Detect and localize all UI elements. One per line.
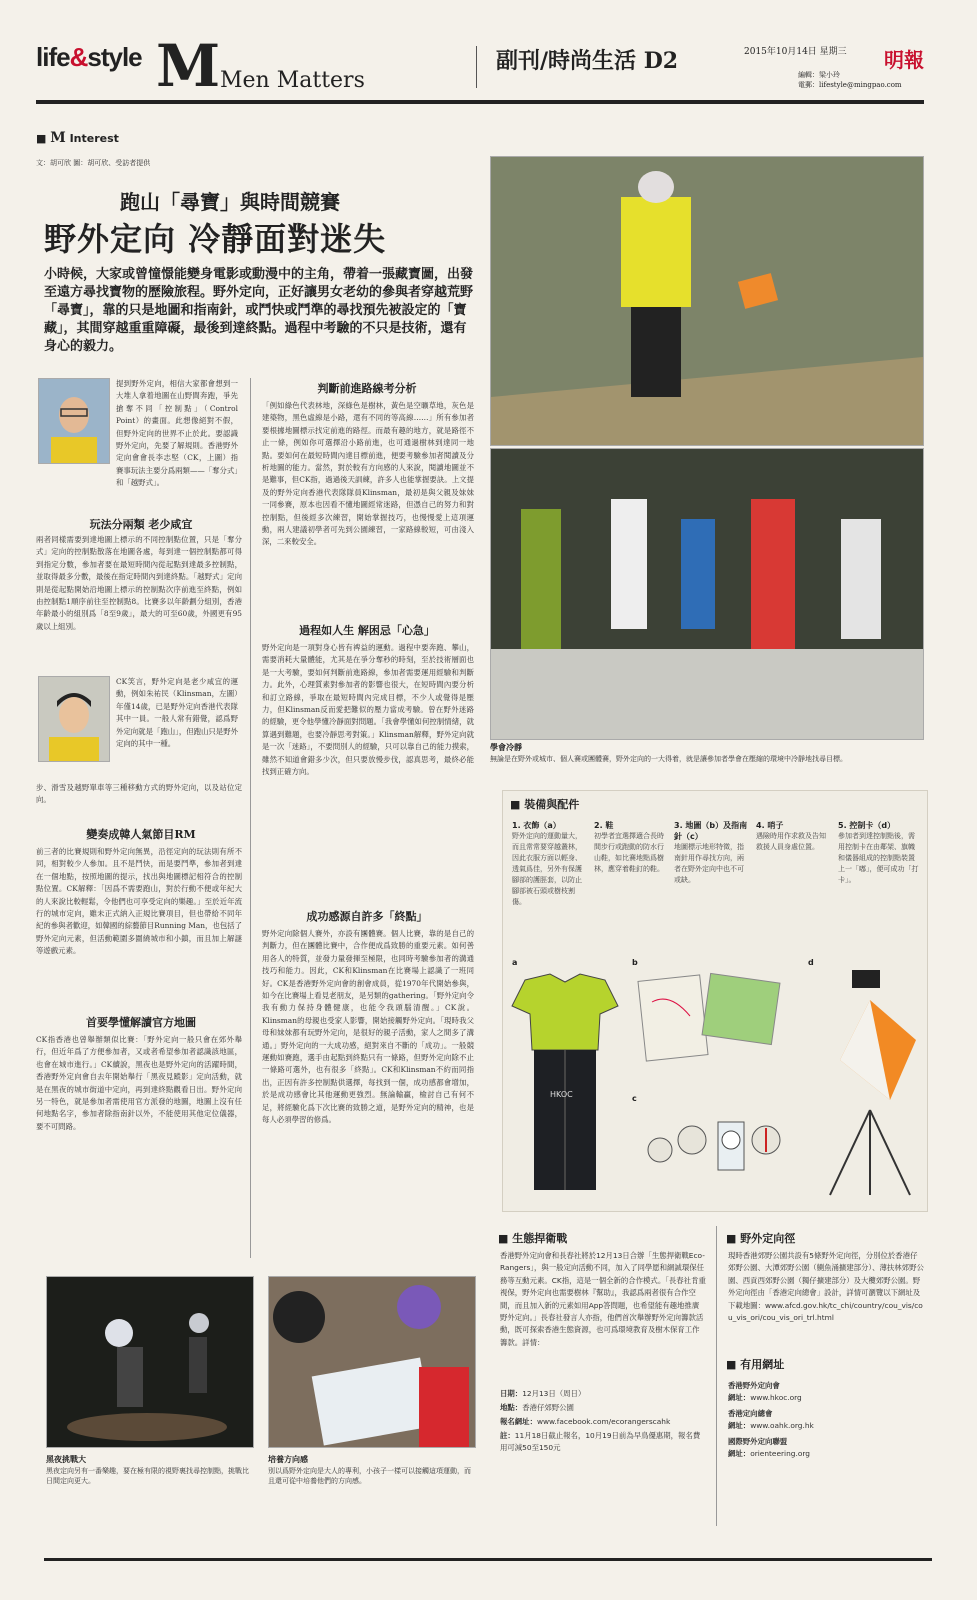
equipment-title: ■ 裝備與配件 <box>510 798 580 811</box>
article-headline: 野外定向 冷靜面對迷失 <box>44 220 387 258</box>
col1-paragraph-b: 兩者同樣需要到達地圖上標示的不同控制點位置，只是「奪分式」定向的控制點散落在地圖各處，每到達一個控制點都可得到指定分數，參加者要在最短時間內從起點到達最多控制點，並取得最多分數，最後在指定時間內到達終點。「越野式」定向則是從起點開始沿地圖上標示的控制點次序前進至終點，例如由控制點1順序前往至控制點8。比賽多以年齡劃分組別，香港年齡最小的組別爲「8至9歲」，最大的可至60歲，外國更有95歲以上組別。 <box>36 535 242 631</box>
jersey-icon <box>510 970 620 1200</box>
klinsman-portrait-photo <box>38 676 110 762</box>
link-iof[interactable]: 國際野外定向聯盟 網址：orienteering.org <box>728 1437 810 1459</box>
ck-portrait-art <box>39 379 109 463</box>
kids-photo-art <box>269 1277 475 1447</box>
eco-note: 註：11月18日截止報名，10月19日前為早鳥優惠期，報名費用可減50至150元 <box>500 1431 701 1453</box>
control-flag-icon <box>810 960 920 1200</box>
city-orienteering-photo <box>490 448 924 740</box>
night-caption-title: 黑夜挑戰大 <box>46 1455 86 1464</box>
col1-paragraph-f: CK指香港也曾舉辦類似比賽：「野外定向一般只會在郊外舉行，但近年爲了方便參加者，又或者希望參加者認識該地區，也會在城市進行。」CK續說，黑夜也是野外定向的活躍時間，香港野外定向會自去年開始舉行「黑夜見蹤影」定向活動，就是在黑夜的城市街道中定向，再到達終點觀看日出。野外定向另一特色，就是參加者需使用官方派發的地圖，地圖上沒有任何地點名字，參加者除指南針以外，不能使用其他定位儀器，要不可問路。 <box>36 1035 242 1131</box>
col1-paragraph-a: 提到野外定向，相信大家都會想到一大堆人拿着地圖在山野間奔跑，爭先搶奪不同「控制點」（Control Point）的畫面。此想像絕對不假，但野外定向的世界不止於此。要認識野外定向，先要了解規則。香港野外定向會會長李志堅（CK，上圖）指賽事玩法主要分爲兩類——「奪分式」和「越野式」。 <box>116 379 238 488</box>
section-tag: ■ M Interest <box>36 130 119 146</box>
links-title: ■ 有用網址 <box>726 1358 785 1371</box>
col1-subhead-1: 玩法分兩類 老少咸宜 <box>89 518 193 531</box>
klinsman-portrait-art <box>39 677 109 761</box>
link-oahk[interactable]: 香港定向總會 網址：www.oahk.org.hk <box>728 1409 814 1431</box>
eco-date: 日期：12月13日（周日） <box>500 1389 586 1398</box>
life-style-logo: life&style <box>36 42 142 72</box>
col1-paragraph-c: CK笑言，野外定向是老少咸宜的運動，例如朱祐民（Klinsman，左圖）年僅14歲，已是野外定向香港代表隊其中一員。一般人常有錯覺，認爲野外定向就是「跑山」，但跑山只是野外定向的其中一種。 <box>116 677 238 749</box>
label-a: a <box>512 958 518 967</box>
equipment-item-2: 2. 鞋 初學者宜選擇適合長時間步行或跑動的防水行山鞋，如比賽地點爲樹林，應穿着鞋釘的鞋。 <box>594 821 664 873</box>
equipment-item-1: 1. 衣飾（a） 野外定向的運動量大，而且常常要穿越叢林，因此衣服方面以輕身、透氣爲佳，另外有保護腳部的護脛套，以防止腳部被石頭或樹枝割傷。 <box>512 821 582 906</box>
compass-photo <box>640 1100 790 1180</box>
ck-portrait-photo <box>38 378 110 464</box>
col2-paragraph-c: 野外定向除個人賽外，亦設有團體賽。個人比賽，靠的是自己的判斷力，但在團體比賽中，合作便成爲致勝的重要元素。如何善用各人的特質，並發力量發揮至極限，也同時考驗參加者的溝通技巧和能力。因此，CK和Klinsman在比賽場上認識了一班同好。CK是香港野外定向會的創會成員，從1970年代開始參與，如今在比賽場上看見老朋友，是另類的gathering。「野外定向令我有動力保持身體健康，也能令我頭腦清醒。」CK說。Klinsman的母親也受家人影響，開始接觸野外定向。「現時我父母和妹妹都有玩野外定向，是很好的親子活動，家人之間多了溝通。」野外定向的一大成功感，絕對來自不斷的「成功」。一般競運動如賽跑，選手由起點到終點只有一條路，但野外定向除不止一條路可選外，也有很多「終點」。CK和Klinsman不約而同指出，正因有許多控制點供選擇，每找到一個，成功感都會增加，於是成功感會比其他運動更強烈。無論輸贏，檢討自己有何不足，將經驗化爲下次比賽的致勝之道，是野外定向的精神，也是每人必須學習的修爲。 <box>262 929 474 1125</box>
info-divider <box>716 1226 717 1526</box>
trail-text: 現時香港郊野公園共設有5條野外定向徑，分別位於香港仔郊野公園、大潭郊野公園（鰂魚涌擴建部分）、薄扶林郊野公園、西貢西郊野公園（獨仔擴建部分）及大欖郊野公園。野外定向徑由「香港定向總會」設計，詳情可瀏覽以下網址及下載地圖：www.afcd.gov.hk/tc_chi/country/cou_vis/cou_vis_ori/cou_vis_ori_trl.html <box>728 1251 924 1323</box>
kids-caption-title: 培養方向感 <box>268 1455 308 1464</box>
equipment-item-4: 4. 哨子 遇險時用作求救及告知救援人員身處位置。 <box>756 821 826 851</box>
bottom-rule <box>44 1558 932 1561</box>
eco-website: 報名網址：www.facebook.com/ecorangerscahk <box>500 1417 671 1426</box>
col2-paragraph-a: 「例如綠色代表林地，深綠色是樹林，黃色是空曠草地，灰色是建築物，黑色虛線是小路，還有不同的等高線……」所有參加者要根據地圖標示找定前進的路徑。而最有趣的地方，就是路徑不止一條，例如你可選擇沿小路前進，也可通過樹林到達同一地點。要如何在最短時間內達目標前進，便要考驗參加者閱讀及分析地圖的能力。當然，對於較有方向感的人來說，閱讀地圖並不是難事，但CK指，過過後天訓練，許多人也能掌握要訣。上文提及的野外定向香港代表隊隊員Klinsman，最初是與父親及妹妹一同參賽，原本也因看不懂地圖經常迷路，但憑自己的努力和對控制點，但後經多次練習，開始掌握技巧，也慢慢愛上這項運動，兩人建議初學者可先到公園練習，一家路線較短，可由淺入深，二來較安全。 <box>262 401 474 547</box>
section-name: 副刊/時尚生活 D2 <box>496 48 679 74</box>
eco-place: 地點：香港仔郊野公園 <box>500 1403 574 1412</box>
col1-subhead-3: 首要學懂解讀官方地圖 <box>86 1016 196 1029</box>
equipment-item-5: 5. 控制卡（d） 參加者到達控制點後，需用控制卡在由鄰架、旗幟和儀器組成的控制點裝置上一「嘟」，便可成功「打卡」。 <box>838 821 919 884</box>
equipment-item-3: 3. 地圖（b）及指南針（c） 地圖標示地形特徵，指南針用作尋找方向，兩者在野外定向中也不可或缺。 <box>674 821 748 884</box>
forest-runner-photo <box>490 156 924 446</box>
masthead-divider <box>476 46 477 88</box>
forest-photo-art <box>491 157 923 445</box>
label-c: c <box>632 1094 637 1103</box>
orienteering-map-icon <box>640 972 780 1064</box>
col2-paragraph-b: 野外定向是一項對身心皆有裨益的運動。過程中要奔跑、攀山，需要消耗大量體能，尤其是在爭分奪秒的時刻，至於技術層面也是一大考驗，要如何判斷前進路線，參加者需要運用經驗和判斷力。此外，心理質素對參加者的影響也很大，在短時間內要分析和訂立路線，爭取在最短時間內完成目標，不少人或覺得是壓力，但Klinsman反而愛把難似的壓力當成考驗。曾在野外迷路的經驗，更令他學懂冷靜面對問題。「我會學懂如何控制情緒，就算遇到難題，也要冷靜思考對策。」Klinsman解釋，野外定向就是一次「迷路」，不要問別人的經驗，只可以靠自己的能力摸索，雖然不知道會錯多少次，但只要放慢步伐，認真思考，最終必能找到正確方向。 <box>262 643 474 777</box>
top-rule <box>36 100 924 104</box>
article-kicker: 跑山「尋寶」與時間競賽 <box>120 190 340 214</box>
column-divider <box>250 378 251 1258</box>
men-matters-logo: M <box>156 32 221 100</box>
city-photo-art <box>491 449 923 739</box>
night-caption: 黑夜定向另有一番樂趣，要在極有限的視野裏找尋控制點，挑戰比日間定向更大。 <box>46 1467 249 1485</box>
kids-map-photo <box>268 1276 476 1448</box>
label-d: d <box>808 958 814 967</box>
newspaper-logo: 明報 <box>884 48 924 72</box>
map-photo <box>640 972 780 1064</box>
eco-text: 香港野外定向會和長春社將於12月13日合辦「生態捍衛戰Eco-Rangers」，與一般定向活動不同，加入了同學愿和網誠環保任務等互動元素。CK指，這是一個全新的合作模式。「長春社肯重視保，野外定向也需要樹林『幫助』，我認爲兩者很有合作空間，而且加入新的元素如用App答問題，也希望能有趣地推廣野外定向。」長春社發言人亦指，他們首次舉辦野外定向籌款活動，既可探索香港生態資源，也可爲環境教育及樹木保育工作籌款。詳情： <box>500 1251 706 1347</box>
main-caption: 無論是在野外或城市、個人賽或團體賽，野外定向的一大得着，就是讓參加者學會在壓縮的環境中冷靜地找尋目標。 <box>490 755 847 763</box>
issue-date: 2015年10月14日 星期三 <box>744 47 847 57</box>
compass-icon <box>640 1100 790 1180</box>
col2-subhead-2: 過程如人生 解困忌「心急」 <box>299 624 435 637</box>
eco-title: ■ 生態捍衛戰 <box>498 1232 568 1245</box>
column-title: Men Matters <box>220 68 365 93</box>
jersey-photo <box>510 970 620 1200</box>
night-photo-art <box>47 1277 253 1447</box>
link-hkoc[interactable]: 香港野外定向會 網址：www.hkoc.org <box>728 1381 802 1403</box>
article-lede: 小時候，大家或曾憧憬能變身電影或動漫中的主角，帶着一張藏寶圖，出發至遠方尋找寶物的歷險旅程。野外定向，正好讓男女老幼的參與者穿越荒野「尋寶」，靠的只是地圖和指南針，或鬥快或鬥準的尋找預先被設定的「寶藏」，其間穿越重重障礙，最後到達終點。過程中考驗的不只是技術，還有身心的毅力。 <box>44 267 474 354</box>
jersey-text: HKOC <box>550 1090 573 1099</box>
byline: 文：胡可欣 圖：胡可欣、受訪者提供 <box>36 159 151 167</box>
col1-subhead-2: 變奏成韓人氣節目RM <box>86 828 196 841</box>
editor-info: 編輯：梁小玲 電郵：lifestyle@mingpao.com <box>798 71 902 89</box>
trail-title: ■ 野外定向徑 <box>726 1232 796 1245</box>
label-b: b <box>632 958 638 967</box>
col2-subhead-1: 判斷前進路線考分析 <box>317 382 417 395</box>
kids-caption: 別以爲野外定向是大人的專利，小孩子一樣可以接觸這項運動，而且還可從中培養他們的方向感。 <box>268 1467 471 1485</box>
control-point-photo <box>810 960 920 1200</box>
col1-paragraph-e: 前三者的比賽規則和野外定向無異，沿徑定向的玩法則有所不同，相對較少人參加。且不是鬥快，而是要鬥準，參加者到達在一個地點，按照地圖的提示，找出與地圖標記相符合的控制點位置。CK解釋：「因爲不需要跑山，對於行動不便或年紀大的人來說比較輕鬆，令他們也可享受定向的樂趣。」至於近年流行的城市定向，雖未正式納入正規比賽項目，但也帶給不同年紀的參與者歡迎，如韓國的綜藝節目Running Man，也包括了野外定向元素，但活動範圍多圍繞城市和小鎮，而且加上解謎等遊戲元素。 <box>36 847 242 956</box>
col1-paragraph-d: 步、滑雪及越野單車等三種移動方式的野外定向，以及站位定向。 <box>36 783 242 805</box>
night-orienteering-photo <box>46 1276 254 1448</box>
col2-subhead-3: 成功感源自許多「終點」 <box>306 910 428 923</box>
main-caption-title: 學會冷靜 <box>490 743 522 752</box>
